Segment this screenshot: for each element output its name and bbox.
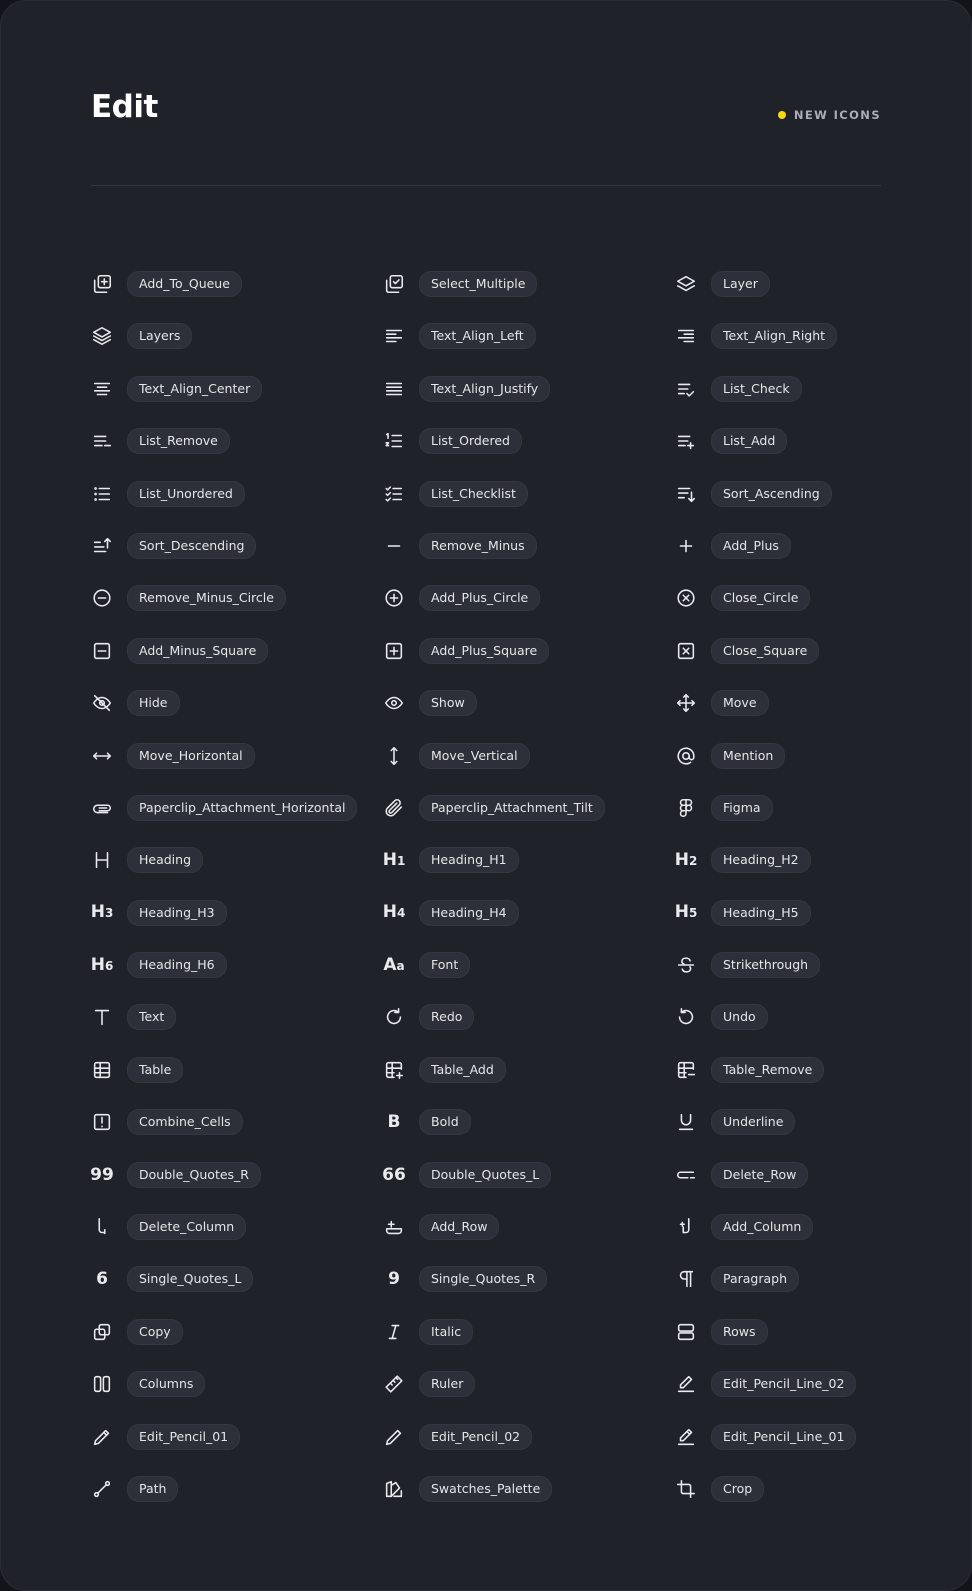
delete-row-icon (675, 1164, 697, 1186)
icon-label: Heading_H5 (711, 900, 811, 926)
icon-label: Heading_H2 (711, 847, 811, 873)
add-plus-circle-icon (383, 587, 405, 609)
icon-label: Underline (711, 1109, 795, 1135)
add-plus-square-icon (383, 640, 405, 662)
heading-h4-icon: H4 (382, 902, 406, 923)
icon-item-underline[interactable] (675, 1105, 915, 1139)
icon-item-undo[interactable] (675, 1000, 915, 1034)
show-icon (383, 692, 405, 714)
icon-label: Edit_Pencil_01 (127, 1424, 240, 1450)
icon-item-strikethrough[interactable] (675, 948, 915, 982)
icon-label: Add_To_Queue (127, 271, 242, 297)
icon-label: List_Add (711, 428, 787, 454)
layers-icon (91, 325, 113, 347)
icon-label: Strikethrough (711, 952, 820, 978)
icon-item-font[interactable] (383, 948, 675, 982)
icon-label: Move_Horizontal (127, 743, 255, 769)
copy-icon (91, 1321, 113, 1343)
heading-icon (91, 849, 113, 871)
icon-item-table-add[interactable] (383, 1053, 675, 1087)
icon-item-edit-pencil-line-01[interactable] (675, 1420, 915, 1454)
icon-label: Add_Plus_Circle (419, 585, 540, 611)
sort-ascending-icon (675, 483, 697, 505)
icon-item-edit-pencil-02[interactable] (383, 1420, 675, 1454)
icon-label: Edit_Pencil_Line_02 (711, 1371, 856, 1397)
add-column-icon (675, 1216, 697, 1238)
move-vertical-icon (383, 745, 405, 767)
icon-label: Mention (711, 743, 785, 769)
icon-item-close-square[interactable] (675, 634, 915, 668)
edit-pencil-line-01-icon (675, 1426, 697, 1448)
icon-label: Move (711, 690, 769, 716)
icon-label: Move_Vertical (419, 743, 530, 769)
icon-item-table[interactable] (91, 1053, 383, 1087)
icon-label: Swatches_Palette (419, 1476, 552, 1502)
new-icons-badge (778, 108, 881, 122)
icon-item-add-plus[interactable] (675, 529, 915, 563)
icon-item-text-align-right[interactable] (675, 319, 915, 353)
icon-label: Redo (419, 1004, 474, 1030)
icon-item-single-quotes-l[interactable] (91, 1262, 383, 1296)
icon-label: Crop (711, 1476, 764, 1502)
icon-item-sort-ascending[interactable] (675, 477, 915, 511)
icon-item-move-vertical[interactable] (383, 739, 675, 773)
icon-label: Remove_Minus (419, 533, 537, 559)
add-row-icon (383, 1216, 405, 1238)
icon-label: Paperclip_Attachment_Tilt (419, 795, 605, 821)
icon-item-list-add[interactable] (675, 424, 915, 458)
icon-label: Delete_Column (127, 1214, 246, 1240)
icon-item-heading-h5[interactable] (675, 896, 915, 930)
icon-label: Bold (419, 1109, 471, 1135)
icon-label: Double_Quotes_R (127, 1162, 261, 1188)
icon-label: Table_Add (419, 1057, 506, 1083)
icon-label: Copy (127, 1319, 183, 1345)
icon-label: Heading_H1 (419, 847, 519, 873)
icon-item-italic[interactable] (383, 1315, 675, 1349)
ruler-icon (383, 1373, 405, 1395)
icon-label: Add_Plus_Square (419, 638, 549, 664)
icon-item-delete-row[interactable] (675, 1158, 915, 1192)
move-icon (675, 692, 697, 714)
bold-icon: B (387, 1112, 401, 1133)
list-unordered-icon (91, 483, 113, 505)
icon-item-show[interactable] (383, 686, 675, 720)
icon-item-add-minus-square[interactable] (91, 634, 383, 668)
icon-item-select-multiple[interactable] (383, 267, 675, 301)
icon-label: List_Unordered (127, 481, 245, 507)
icon-label: Combine_Cells (127, 1109, 243, 1135)
icon-label: Select_Multiple (419, 271, 537, 297)
heading-h5-icon: H5 (674, 902, 698, 923)
icon-label: Columns (127, 1371, 205, 1397)
icon-label: Show (419, 690, 477, 716)
icon-label: Hide (127, 690, 180, 716)
icon-item-path[interactable] (91, 1472, 383, 1506)
underline-icon (675, 1111, 697, 1133)
icon-item-remove-minus[interactable] (383, 529, 675, 563)
icon-label: Ruler (419, 1371, 475, 1397)
icon-label: Undo (711, 1004, 768, 1030)
single-quotes-l-icon: 6 (96, 1269, 108, 1290)
heading-h6-icon: H6 (90, 954, 114, 975)
icon-item-add-plus-circle[interactable] (383, 581, 675, 615)
icon-label: Sort_Ascending (711, 481, 832, 507)
icon-item-paperclip-horizontal[interactable] (91, 791, 383, 825)
italic-icon (383, 1321, 405, 1343)
icon-label: List_Checklist (419, 481, 528, 507)
icon-item-edit-pencil-01[interactable] (91, 1420, 383, 1454)
icon-item-list-remove[interactable] (91, 424, 383, 458)
icon-label: List_Remove (127, 428, 230, 454)
icon-item-paperclip-tilt[interactable] (383, 791, 675, 825)
badge-label: NEW ICONS (793, 108, 881, 122)
icon-label: Double_Quotes_L (419, 1162, 551, 1188)
icon-label: Edit_Pencil_Line_01 (711, 1424, 856, 1450)
icon-label: Single_Quotes_L (127, 1266, 253, 1292)
icon-item-mention[interactable] (675, 739, 915, 773)
icon-item-move[interactable] (675, 686, 915, 720)
icon-item-text-align-left[interactable] (383, 319, 675, 353)
icon-item-add-to-queue[interactable] (91, 267, 383, 301)
badge-dot (778, 111, 786, 119)
icon-label: Font (419, 952, 470, 978)
list-check-icon (675, 378, 697, 400)
icon-item-list-check[interactable] (675, 372, 915, 406)
text-align-left-icon (383, 325, 405, 347)
icon-item-crop[interactable] (675, 1472, 915, 1506)
icon-label: Figma (711, 795, 773, 821)
icon-item-delete-column[interactable] (91, 1210, 383, 1244)
combine-cells-icon (91, 1111, 113, 1133)
icon-item-close-circle[interactable] (675, 581, 915, 615)
single-quotes-r-icon: 9 (388, 1269, 400, 1290)
icon-item-edit-pencil-line-02[interactable] (675, 1367, 915, 1401)
paperclip-tilt-icon (383, 797, 405, 819)
icon-item-add-column[interactable] (675, 1210, 915, 1244)
icon-label: Path (127, 1476, 178, 1502)
icon-label: Remove_Minus_Circle (127, 585, 286, 611)
double-quotes-l-icon: 66 (382, 1164, 406, 1185)
icon-item-hide[interactable] (91, 686, 383, 720)
icon-item-heading-h2[interactable] (675, 843, 915, 877)
icon-label: Text (127, 1004, 176, 1030)
close-circle-icon (675, 587, 697, 609)
table-icon (91, 1059, 113, 1081)
icon-item-list-checklist[interactable] (383, 477, 675, 511)
strikethrough-icon (675, 954, 697, 976)
double-quotes-r-icon: 99 (90, 1164, 114, 1185)
icon-item-text[interactable] (91, 1000, 383, 1034)
icon-label: Text_Align_Center (127, 376, 262, 402)
icon-item-text-align-center[interactable] (91, 372, 383, 406)
columns-icon (91, 1373, 113, 1395)
icon-label: Table (127, 1057, 183, 1083)
icon-item-layers[interactable] (91, 319, 383, 353)
edit-pencil-01-icon (91, 1426, 113, 1448)
icon-item-add-plus-square[interactable] (383, 634, 675, 668)
list-remove-icon (91, 430, 113, 452)
redo-icon (383, 1006, 405, 1028)
icon-item-heading[interactable] (91, 843, 383, 877)
icon-label: Add_Plus (711, 533, 791, 559)
rows-icon (675, 1321, 697, 1343)
icon-label: Add_Row (419, 1214, 499, 1240)
icon-label: Paperclip_Attachment_Horizontal (127, 795, 357, 821)
icon-item-columns[interactable] (91, 1367, 383, 1401)
paperclip-horizontal-icon (91, 797, 113, 819)
paragraph-icon (675, 1268, 697, 1290)
icon-label: Edit_Pencil_02 (419, 1424, 532, 1450)
icon-item-paragraph[interactable] (675, 1262, 915, 1296)
icon-item-add-row[interactable] (383, 1210, 675, 1244)
icon-label: Heading_H4 (419, 900, 519, 926)
icon-label: Italic (419, 1319, 473, 1345)
sort-descending-icon (91, 535, 113, 557)
icon-label: Heading_H3 (127, 900, 227, 926)
icon-item-double-quotes-l[interactable] (383, 1158, 675, 1192)
font-icon: Aa (383, 954, 405, 975)
swatches-palette-icon (383, 1478, 405, 1500)
heading-h2-icon: H2 (674, 849, 698, 870)
icon-item-text-align-justify[interactable] (383, 372, 675, 406)
icon-item-heading-h6[interactable] (91, 948, 383, 982)
table-add-icon (383, 1059, 405, 1081)
edit-pencil-02-icon (383, 1426, 405, 1448)
edit-pencil-line-02-icon (675, 1373, 697, 1395)
select-multiple-icon (383, 273, 405, 295)
icon-item-table-remove[interactable] (675, 1053, 915, 1087)
add-plus-icon (675, 535, 697, 557)
icon-item-sort-descending[interactable] (91, 529, 383, 563)
icon-item-copy[interactable] (91, 1315, 383, 1349)
mention-icon (675, 745, 697, 767)
icon-label: Heading (127, 847, 203, 873)
move-horizontal-icon (91, 745, 113, 767)
icon-item-single-quotes-r[interactable] (383, 1262, 675, 1296)
icon-label: Single_Quotes_R (419, 1266, 547, 1292)
icon-item-heading-h4[interactable] (383, 896, 675, 930)
remove-minus-circle-icon (91, 587, 113, 609)
icon-label: List_Check (711, 376, 802, 402)
icon-item-heading-h1[interactable] (383, 843, 675, 877)
text-align-center-icon (91, 378, 113, 400)
heading-h1-icon: H1 (382, 849, 406, 870)
icon-item-layer[interactable] (675, 267, 915, 301)
text-align-right-icon (675, 325, 697, 347)
icon-label: Table_Remove (711, 1057, 824, 1083)
icon-item-redo[interactable] (383, 1000, 675, 1034)
icon-item-list-unordered[interactable] (91, 477, 383, 511)
icon-item-rows[interactable] (675, 1315, 915, 1349)
icon-label: Close_Square (711, 638, 819, 664)
remove-minus-icon (383, 535, 405, 557)
header-divider (91, 185, 881, 186)
icon-item-double-quotes-r[interactable] (91, 1158, 383, 1192)
undo-icon (675, 1006, 697, 1028)
icon-item-bold[interactable] (383, 1105, 675, 1139)
close-square-icon (675, 640, 697, 662)
table-remove-icon (675, 1059, 697, 1081)
add-minus-square-icon (91, 640, 113, 662)
path-icon (91, 1478, 113, 1500)
delete-column-icon (91, 1216, 113, 1238)
list-ordered-icon (383, 430, 405, 452)
layer-icon (675, 273, 697, 295)
heading-h3-icon: H3 (90, 902, 114, 923)
page-title: Edit (91, 89, 158, 125)
hide-icon (91, 692, 113, 714)
list-add-icon (675, 430, 697, 452)
text-icon (91, 1006, 113, 1028)
text-align-justify-icon (383, 378, 405, 400)
icon-item-swatches-palette[interactable] (383, 1472, 675, 1506)
icon-label: Delete_Row (711, 1162, 808, 1188)
list-checklist-icon (383, 483, 405, 505)
icon-item-figma[interactable] (675, 791, 915, 825)
icon-label: Close_Circle (711, 585, 810, 611)
icon-label: Paragraph (711, 1266, 799, 1292)
icon-item-list-ordered[interactable] (383, 424, 675, 458)
icon-label: Text_Align_Justify (419, 376, 550, 402)
icon-item-move-horizontal[interactable] (91, 739, 383, 773)
crop-icon (675, 1478, 697, 1500)
icon-label: Layers (127, 323, 192, 349)
icon-item-heading-h3[interactable] (91, 896, 383, 930)
icon-label: Heading_H6 (127, 952, 227, 978)
icon-label: Rows (711, 1319, 768, 1345)
icon-label: Sort_Descending (127, 533, 256, 559)
icon-label: Text_Align_Left (419, 323, 536, 349)
icon-grid (91, 267, 915, 1524)
icon-label: Add_Column (711, 1214, 813, 1240)
figma-icon (675, 797, 697, 819)
icon-item-combine-cells[interactable] (91, 1105, 383, 1139)
icon-label: Layer (711, 271, 770, 297)
add-to-queue-icon (91, 273, 113, 295)
icon-label: List_Ordered (419, 428, 522, 454)
icon-item-remove-minus-circle[interactable] (91, 581, 383, 615)
icon-label: Text_Align_Right (711, 323, 837, 349)
icon-label: Add_Minus_Square (127, 638, 268, 664)
icon-item-ruler[interactable] (383, 1367, 675, 1401)
